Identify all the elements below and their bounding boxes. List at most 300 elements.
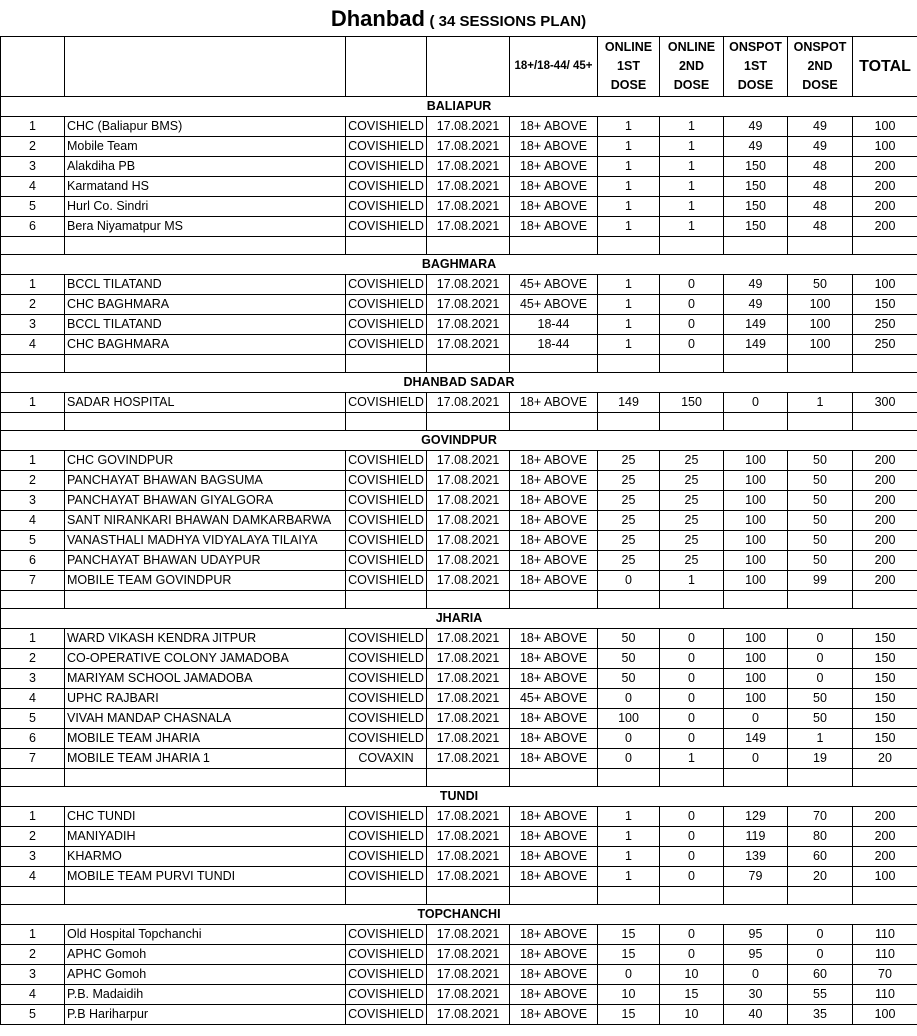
online-2nd-dose-cell: 150 (660, 393, 724, 413)
vaccine-cell: COVISHIELD (346, 197, 427, 217)
empty-cell (660, 237, 724, 255)
empty-cell (427, 769, 510, 787)
onspot-2nd-dose-cell: 0 (788, 649, 853, 669)
date-cell: 17.08.2021 (427, 393, 510, 413)
vaccine-cell: COVISHIELD (346, 925, 427, 945)
table-row (1, 985, 917, 1005)
empty-cell (788, 887, 853, 905)
onspot-1st-dose-cell: 0 (724, 709, 788, 729)
site-cell: CHC GOVINDPUR (65, 451, 346, 471)
onspot-2nd-dose-cell: 55 (788, 985, 853, 1005)
age-group-cell: 18+ ABOVE (510, 471, 598, 491)
online-2nd-dose-cell: 10 (660, 1005, 724, 1025)
online-1st-dose-cell: 1 (598, 157, 660, 177)
onspot-1st-dose-cell: 100 (724, 629, 788, 649)
age-group-cell: 18+ ABOVE (510, 629, 598, 649)
online-2nd-dose-cell: 1 (660, 177, 724, 197)
serial-cell: 4 (1, 511, 65, 531)
table-row (1, 551, 917, 571)
total-cell: 110 (853, 985, 917, 1005)
online-1st-dose-cell: 0 (598, 749, 660, 769)
table-row (1, 451, 917, 471)
vaccine-cell: COVISHIELD (346, 847, 427, 867)
empty-cell (510, 769, 598, 787)
table-row (1, 709, 917, 729)
age-group-cell: 18+ ABOVE (510, 117, 598, 137)
total-cell: 200 (853, 827, 917, 847)
online-2nd-dose-cell: 0 (660, 669, 724, 689)
onspot-2nd-dose-cell: 19 (788, 749, 853, 769)
serial-cell: 2 (1, 137, 65, 157)
online-1st-dose-cell: 25 (598, 511, 660, 531)
onspot-2nd-dose-cell: 60 (788, 965, 853, 985)
age-group-cell: 18+ ABOVE (510, 925, 598, 945)
serial-cell: 3 (1, 847, 65, 867)
online-2nd-dose-cell: 0 (660, 629, 724, 649)
age-group-cell: 45+ ABOVE (510, 275, 598, 295)
serial-cell: 2 (1, 827, 65, 847)
online-1st-dose-cell: 100 (598, 709, 660, 729)
onspot-1st-dose-cell: 150 (724, 217, 788, 237)
site-cell: KHARMO (65, 847, 346, 867)
onspot-1st-dose-cell: 119 (724, 827, 788, 847)
vaccine-cell: COVISHIELD (346, 217, 427, 237)
online-2nd-dose-cell: 0 (660, 709, 724, 729)
table-row (1, 471, 917, 491)
age-group-cell: 18+ ABOVE (510, 749, 598, 769)
serial-cell: 7 (1, 749, 65, 769)
empty-cell (853, 355, 917, 373)
site-cell: WARD VIKASH KENDRA JITPUR (65, 629, 346, 649)
onspot-1st-dose-cell: 150 (724, 177, 788, 197)
table-row (1, 491, 917, 511)
total-cell: 150 (853, 629, 917, 649)
date-cell: 17.08.2021 (427, 197, 510, 217)
serial-cell: 2 (1, 295, 65, 315)
date-cell: 17.08.2021 (427, 729, 510, 749)
onspot-1st-dose-cell: 139 (724, 847, 788, 867)
empty-cell (598, 237, 660, 255)
onspot-2nd-dose-cell: 1 (788, 729, 853, 749)
serial-cell: 5 (1, 1005, 65, 1025)
online-2nd-dose-cell: 25 (660, 511, 724, 531)
site-cell: MOBILE TEAM GOVINDPUR (65, 571, 346, 591)
empty-cell (660, 769, 724, 787)
date-cell: 17.08.2021 (427, 335, 510, 355)
title-main: Dhanbad (330, 6, 425, 31)
empty-cell (598, 887, 660, 905)
online-1st-dose-cell: 25 (598, 451, 660, 471)
serial-cell: 1 (1, 275, 65, 295)
total-cell: 200 (853, 551, 917, 571)
empty-cell (1, 591, 65, 609)
site-cell: CHC BAGHMARA (65, 295, 346, 315)
empty-cell (1, 355, 65, 373)
date-cell: 17.08.2021 (427, 275, 510, 295)
empty-cell (598, 769, 660, 787)
sessions-table (0, 36, 917, 1025)
date-cell: 17.08.2021 (427, 177, 510, 197)
onspot-2nd-dose-cell: 60 (788, 847, 853, 867)
date-cell: 17.08.2021 (427, 451, 510, 471)
onspot-1st-dose-cell: 49 (724, 137, 788, 157)
header-sno (1, 37, 65, 97)
online-1st-dose-cell: 1 (598, 867, 660, 887)
date-cell: 17.08.2021 (427, 827, 510, 847)
onspot-1st-dose-cell: 0 (724, 965, 788, 985)
online-1st-dose-cell: 15 (598, 925, 660, 945)
online-1st-dose-cell: 1 (598, 117, 660, 137)
empty-cell (427, 887, 510, 905)
site-cell: CO-OPERATIVE COLONY JAMADOBA (65, 649, 346, 669)
table-row (1, 807, 917, 827)
header-site (65, 37, 346, 97)
online-1st-dose-cell: 149 (598, 393, 660, 413)
vaccine-cell: COVISHIELD (346, 807, 427, 827)
empty-cell (598, 355, 660, 373)
header-row (1, 37, 917, 97)
table-row (1, 847, 917, 867)
empty-cell (660, 591, 724, 609)
onspot-1st-dose-cell: 100 (724, 669, 788, 689)
spacer-row (1, 887, 917, 905)
online-2nd-dose-cell: 0 (660, 867, 724, 887)
site-cell: CHC TUNDI (65, 807, 346, 827)
online-1st-dose-cell: 25 (598, 471, 660, 491)
vaccine-cell: COVISHIELD (346, 945, 427, 965)
onspot-2nd-dose-cell: 50 (788, 471, 853, 491)
online-1st-dose-cell: 0 (598, 965, 660, 985)
empty-cell (510, 591, 598, 609)
total-cell: 200 (853, 491, 917, 511)
site-cell: PANCHAYAT BHAWAN BAGSUMA (65, 471, 346, 491)
onspot-1st-dose-cell: 49 (724, 117, 788, 137)
site-cell: P.B. Madaidih (65, 985, 346, 1005)
serial-cell: 4 (1, 867, 65, 887)
spacer-row (1, 769, 917, 787)
onspot-2nd-dose-cell: 48 (788, 157, 853, 177)
onspot-2nd-dose-cell: 35 (788, 1005, 853, 1025)
age-group-cell: 18+ ABOVE (510, 197, 598, 217)
site-cell: APHC Gomoh (65, 945, 346, 965)
online-2nd-dose-cell: 25 (660, 531, 724, 551)
online-2nd-dose-cell: 0 (660, 315, 724, 335)
empty-cell (510, 413, 598, 431)
online-1st-dose-cell: 0 (598, 571, 660, 591)
table-row (1, 197, 917, 217)
table-row (1, 729, 917, 749)
vaccine-cell: COVISHIELD (346, 315, 427, 335)
date-cell: 17.08.2021 (427, 945, 510, 965)
date-cell: 17.08.2021 (427, 511, 510, 531)
onspot-1st-dose-cell: 40 (724, 1005, 788, 1025)
serial-cell: 1 (1, 451, 65, 471)
onspot-2nd-dose-cell: 50 (788, 275, 853, 295)
table-row (1, 925, 917, 945)
site-cell: BCCL TILATAND (65, 315, 346, 335)
age-group-cell: 18+ ABOVE (510, 451, 598, 471)
vaccine-cell: COVISHIELD (346, 689, 427, 709)
online-2nd-dose-cell: 0 (660, 275, 724, 295)
date-cell: 17.08.2021 (427, 491, 510, 511)
vaccine-cell: COVISHIELD (346, 451, 427, 471)
onspot-1st-dose-cell: 0 (724, 393, 788, 413)
online-1st-dose-cell: 25 (598, 531, 660, 551)
onspot-2nd-dose-cell: 0 (788, 945, 853, 965)
online-1st-dose-cell: 1 (598, 847, 660, 867)
site-cell: Bera Niyamatpur MS (65, 217, 346, 237)
total-cell: 150 (853, 669, 917, 689)
onspot-1st-dose-cell: 100 (724, 491, 788, 511)
block-header-row (1, 97, 917, 117)
block-name: TOPCHANCHI (1, 905, 917, 925)
onspot-2nd-dose-cell: 100 (788, 335, 853, 355)
empty-cell (346, 355, 427, 373)
online-2nd-dose-cell: 25 (660, 451, 724, 471)
empty-cell (346, 887, 427, 905)
age-group-cell: 18+ ABOVE (510, 827, 598, 847)
online-2nd-dose-cell: 25 (660, 471, 724, 491)
age-group-cell: 18+ ABOVE (510, 177, 598, 197)
spacer-row (1, 591, 917, 609)
date-cell: 17.08.2021 (427, 649, 510, 669)
online-2nd-dose-cell: 1 (660, 217, 724, 237)
date-cell: 17.08.2021 (427, 925, 510, 945)
block-header-row (1, 609, 917, 629)
empty-cell (346, 769, 427, 787)
online-1st-dose-cell: 0 (598, 729, 660, 749)
total-cell: 20 (853, 749, 917, 769)
site-cell: MOBILE TEAM PURVI TUNDI (65, 867, 346, 887)
date-cell: 17.08.2021 (427, 117, 510, 137)
table-row (1, 1005, 917, 1025)
age-group-cell: 45+ ABOVE (510, 689, 598, 709)
site-cell: Mobile Team (65, 137, 346, 157)
block-name: BALIAPUR (1, 97, 917, 117)
onspot-2nd-dose-cell: 48 (788, 197, 853, 217)
table-row (1, 571, 917, 591)
site-cell: MOBILE TEAM JHARIA (65, 729, 346, 749)
total-cell: 200 (853, 451, 917, 471)
site-cell: Old Hospital Topchanchi (65, 925, 346, 945)
empty-cell (853, 591, 917, 609)
onspot-1st-dose-cell: 150 (724, 197, 788, 217)
serial-cell: 3 (1, 315, 65, 335)
vaccine-cell: COVISHIELD (346, 295, 427, 315)
block-header-row (1, 431, 917, 451)
header-online-2nd-dose: ONLINE 2ND DOSE (660, 37, 724, 97)
age-group-cell: 18+ ABOVE (510, 217, 598, 237)
onspot-1st-dose-cell: 100 (724, 551, 788, 571)
date-cell: 17.08.2021 (427, 807, 510, 827)
empty-cell (510, 355, 598, 373)
total-cell: 250 (853, 335, 917, 355)
block-header-row (1, 373, 917, 393)
table-row (1, 275, 917, 295)
site-cell: UPHC RAJBARI (65, 689, 346, 709)
onspot-1st-dose-cell: 95 (724, 945, 788, 965)
online-2nd-dose-cell: 0 (660, 729, 724, 749)
empty-cell (510, 237, 598, 255)
empty-cell (724, 355, 788, 373)
onspot-1st-dose-cell: 149 (724, 729, 788, 749)
date-cell: 17.08.2021 (427, 295, 510, 315)
empty-cell (724, 237, 788, 255)
site-cell: Alakdiha PB (65, 157, 346, 177)
vaccine-cell: COVISHIELD (346, 827, 427, 847)
age-group-cell: 18+ ABOVE (510, 669, 598, 689)
empty-cell (427, 237, 510, 255)
site-cell: Karmatand HS (65, 177, 346, 197)
vaccine-cell: COVAXIN (346, 749, 427, 769)
empty-cell (65, 237, 346, 255)
empty-cell (724, 887, 788, 905)
table-row (1, 137, 917, 157)
onspot-2nd-dose-cell: 50 (788, 709, 853, 729)
online-1st-dose-cell: 50 (598, 629, 660, 649)
online-1st-dose-cell: 1 (598, 197, 660, 217)
empty-cell (853, 413, 917, 431)
total-cell: 200 (853, 197, 917, 217)
block-header-row (1, 905, 917, 925)
online-2nd-dose-cell: 0 (660, 925, 724, 945)
table-row (1, 335, 917, 355)
age-group-cell: 18+ ABOVE (510, 491, 598, 511)
serial-cell: 1 (1, 807, 65, 827)
empty-cell (788, 413, 853, 431)
online-1st-dose-cell: 1 (598, 807, 660, 827)
online-1st-dose-cell: 25 (598, 551, 660, 571)
table-row (1, 629, 917, 649)
empty-cell (65, 887, 346, 905)
title-sub: ( 34 SESSIONS PLAN) (429, 13, 587, 30)
online-2nd-dose-cell: 0 (660, 649, 724, 669)
onspot-2nd-dose-cell: 1 (788, 393, 853, 413)
total-cell: 100 (853, 1005, 917, 1025)
empty-cell (346, 237, 427, 255)
vaccine-cell: COVISHIELD (346, 669, 427, 689)
vaccine-cell: COVISHIELD (346, 709, 427, 729)
vaccine-cell: COVISHIELD (346, 491, 427, 511)
header-total: TOTAL (853, 37, 917, 97)
onspot-1st-dose-cell: 100 (724, 511, 788, 531)
age-group-cell: 18+ ABOVE (510, 531, 598, 551)
onspot-2nd-dose-cell: 0 (788, 669, 853, 689)
block-name: GOVINDPUR (1, 431, 917, 451)
serial-cell: 7 (1, 571, 65, 591)
onspot-1st-dose-cell: 0 (724, 749, 788, 769)
online-2nd-dose-cell: 0 (660, 807, 724, 827)
block-header-row (1, 255, 917, 275)
total-cell: 150 (853, 709, 917, 729)
empty-cell (427, 355, 510, 373)
table-row (1, 649, 917, 669)
age-group-cell: 18-44 (510, 335, 598, 355)
age-group-cell: 18+ ABOVE (510, 1005, 598, 1025)
onspot-1st-dose-cell: 129 (724, 807, 788, 827)
age-group-cell: 18+ ABOVE (510, 157, 598, 177)
empty-cell (1, 413, 65, 431)
date-cell: 17.08.2021 (427, 749, 510, 769)
table-row (1, 669, 917, 689)
vaccine-cell: COVISHIELD (346, 729, 427, 749)
online-2nd-dose-cell: 0 (660, 335, 724, 355)
total-cell: 200 (853, 511, 917, 531)
date-cell: 17.08.2021 (427, 847, 510, 867)
online-2nd-dose-cell: 1 (660, 197, 724, 217)
online-2nd-dose-cell: 15 (660, 985, 724, 1005)
vaccine-cell: COVISHIELD (346, 157, 427, 177)
table-row (1, 177, 917, 197)
age-group-cell: 18+ ABOVE (510, 729, 598, 749)
vaccine-cell: COVISHIELD (346, 629, 427, 649)
table-row (1, 531, 917, 551)
serial-cell: 1 (1, 629, 65, 649)
total-cell: 200 (853, 847, 917, 867)
age-group-cell: 18+ ABOVE (510, 551, 598, 571)
table-row (1, 749, 917, 769)
online-1st-dose-cell: 1 (598, 275, 660, 295)
age-group-cell: 18-44 (510, 315, 598, 335)
age-group-cell: 45+ ABOVE (510, 295, 598, 315)
empty-cell (598, 591, 660, 609)
total-cell: 110 (853, 925, 917, 945)
table-row (1, 867, 917, 887)
online-2nd-dose-cell: 1 (660, 157, 724, 177)
onspot-2nd-dose-cell: 0 (788, 629, 853, 649)
total-cell: 200 (853, 471, 917, 491)
empty-cell (427, 413, 510, 431)
serial-cell: 4 (1, 689, 65, 709)
date-cell: 17.08.2021 (427, 629, 510, 649)
serial-cell: 4 (1, 177, 65, 197)
vaccine-cell: COVISHIELD (346, 649, 427, 669)
online-2nd-dose-cell: 25 (660, 491, 724, 511)
onspot-2nd-dose-cell: 70 (788, 807, 853, 827)
header-date (427, 37, 510, 97)
empty-cell (1, 769, 65, 787)
age-group-cell: 18+ ABOVE (510, 393, 598, 413)
online-1st-dose-cell: 50 (598, 649, 660, 669)
online-2nd-dose-cell: 1 (660, 571, 724, 591)
block-name: TUNDI (1, 787, 917, 807)
onspot-1st-dose-cell: 100 (724, 649, 788, 669)
total-cell: 200 (853, 807, 917, 827)
onspot-1st-dose-cell: 100 (724, 571, 788, 591)
age-group-cell: 18+ ABOVE (510, 807, 598, 827)
online-2nd-dose-cell: 1 (660, 749, 724, 769)
vaccine-cell: COVISHIELD (346, 275, 427, 295)
onspot-1st-dose-cell: 149 (724, 335, 788, 355)
onspot-2nd-dose-cell: 100 (788, 315, 853, 335)
age-group-cell: 18+ ABOVE (510, 137, 598, 157)
onspot-1st-dose-cell: 100 (724, 531, 788, 551)
onspot-2nd-dose-cell: 48 (788, 217, 853, 237)
header-online-1st-dose: ONLINE 1ST DOSE (598, 37, 660, 97)
date-cell: 17.08.2021 (427, 157, 510, 177)
empty-cell (853, 237, 917, 255)
online-2nd-dose-cell: 10 (660, 965, 724, 985)
online-2nd-dose-cell: 0 (660, 847, 724, 867)
vaccine-cell: COVISHIELD (346, 335, 427, 355)
site-cell: MOBILE TEAM JHARIA 1 (65, 749, 346, 769)
age-group-cell: 18+ ABOVE (510, 867, 598, 887)
block-name: JHARIA (1, 609, 917, 629)
block-name: DHANBAD SADAR (1, 373, 917, 393)
date-cell: 17.08.2021 (427, 689, 510, 709)
onspot-2nd-dose-cell: 20 (788, 867, 853, 887)
date-cell: 17.08.2021 (427, 551, 510, 571)
